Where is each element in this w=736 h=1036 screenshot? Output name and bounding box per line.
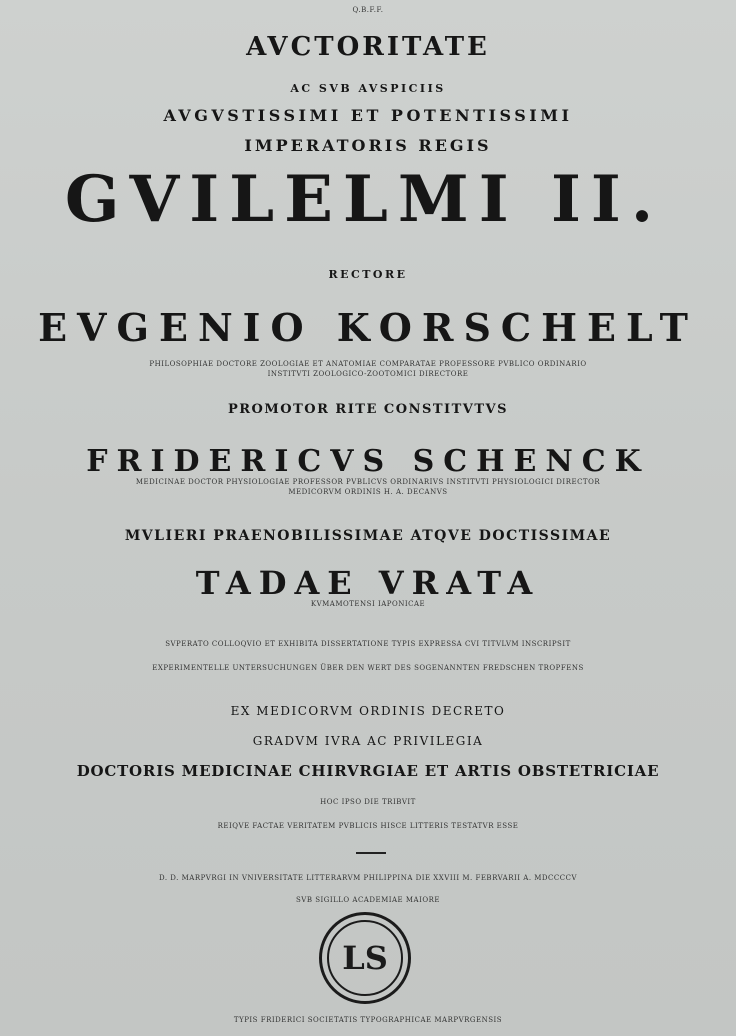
place-date-line: D. D. MARPVRGI IN VNIVERSITATE LITTERARVM PHILIPPINA DIE XXVIII M. FEBRVARII A. MDCCCCV [158, 874, 578, 882]
augustissimi-line: AVGVSTISSIMI ET POTENTISSIMI [163, 106, 573, 125]
rector-name: EVGENIO KORSCHELT [38, 305, 698, 350]
printer-line: TYPIS FRIDERICI SOCIETATIS TYPOGRAPHICAE MARPVRGENSIS [233, 1016, 503, 1024]
sealed-line: SVB SIGILLO ACADEMIAE MAIORE [295, 896, 441, 904]
guilelmi-heading: GVILELMI II. [64, 162, 664, 237]
dissertation-line-1: SVPERATO COLLOQVIO ET EXHIBITA DISSERTATIONE TYPIS EXPRESSA CVI TITVLVM INSCRIPSIT [165, 640, 571, 648]
recipient-name: TADAE VRATA [195, 564, 541, 602]
dedication-line: MVLIERI PRAENOBILISSIMAE ATQVE DOCTISSIMAE [124, 528, 612, 544]
imperatoris-line: IMPERATORIS REGIS [244, 136, 492, 155]
decree-line-4: REIQVE FACTAE VERITATEM PVBLICIS HISCE LITTERIS TESTATVR ESSE [217, 822, 519, 830]
qbft-abbreviation: Q.B.F.F. [352, 6, 384, 14]
decree-line-3: HOC IPSO DIE TRIBVIT [320, 798, 416, 806]
divider-rule [356, 852, 386, 854]
recipient-origin: KVMAMOTENSI IAPONICAE [310, 600, 426, 608]
dissertation-title: EXPERIMENTELLE UNTERSUCHUNGEN ÜBER DEN WERT DES SOGENANNTEN FREDSCHEN TROPFENS [152, 664, 584, 672]
ac-sub-auspiciis: AC SVB AVSPICIIS [290, 82, 446, 95]
seal-inner-ring [327, 920, 403, 996]
seal-ls-glyph [335, 938, 395, 978]
promotor-title-2: MEDICORVM ORDINIS H. A. DECANVS [288, 488, 448, 496]
decree-line-1: EX MEDICORVM ORDINIS DECRETO [230, 704, 506, 718]
degree-line: DOCTORIS MEDICINAE CHIRVRGIAE ET ARTIS OBSTETRICIAE [76, 762, 660, 780]
promotor-label: PROMOTOR RITE CONSTITVTVS [227, 402, 509, 417]
decree-line-2: GRADVM IVRA AC PRIVILEGIA [252, 734, 484, 748]
auctoritate-heading: AVCTORITATE [246, 32, 490, 62]
rectore-label: RECTORE [328, 268, 408, 281]
seal-stamp [319, 912, 411, 1004]
promotor-name: FRIDERICVS SCHENCK [86, 444, 650, 479]
rector-title-2: INSTITVTI ZOOLOGICO-ZOOTOMICI DIRECTORE [267, 370, 469, 378]
svg-text:LS: LS [342, 939, 388, 977]
rector-title-1: PHILOSOPHIAE DOCTORE ZOOLOGIAE ET ANATOMIAE COMPARATAE PROFESSORE PVBLICO ORDINARIO [149, 360, 587, 368]
promotor-title-1: MEDICINAE DOCTOR PHYSIOLOGIAE PROFESSOR PVBLICVS ORDINARIVS INSTITVTI PHYSIOLOGICI DIRECTOR [135, 478, 601, 486]
